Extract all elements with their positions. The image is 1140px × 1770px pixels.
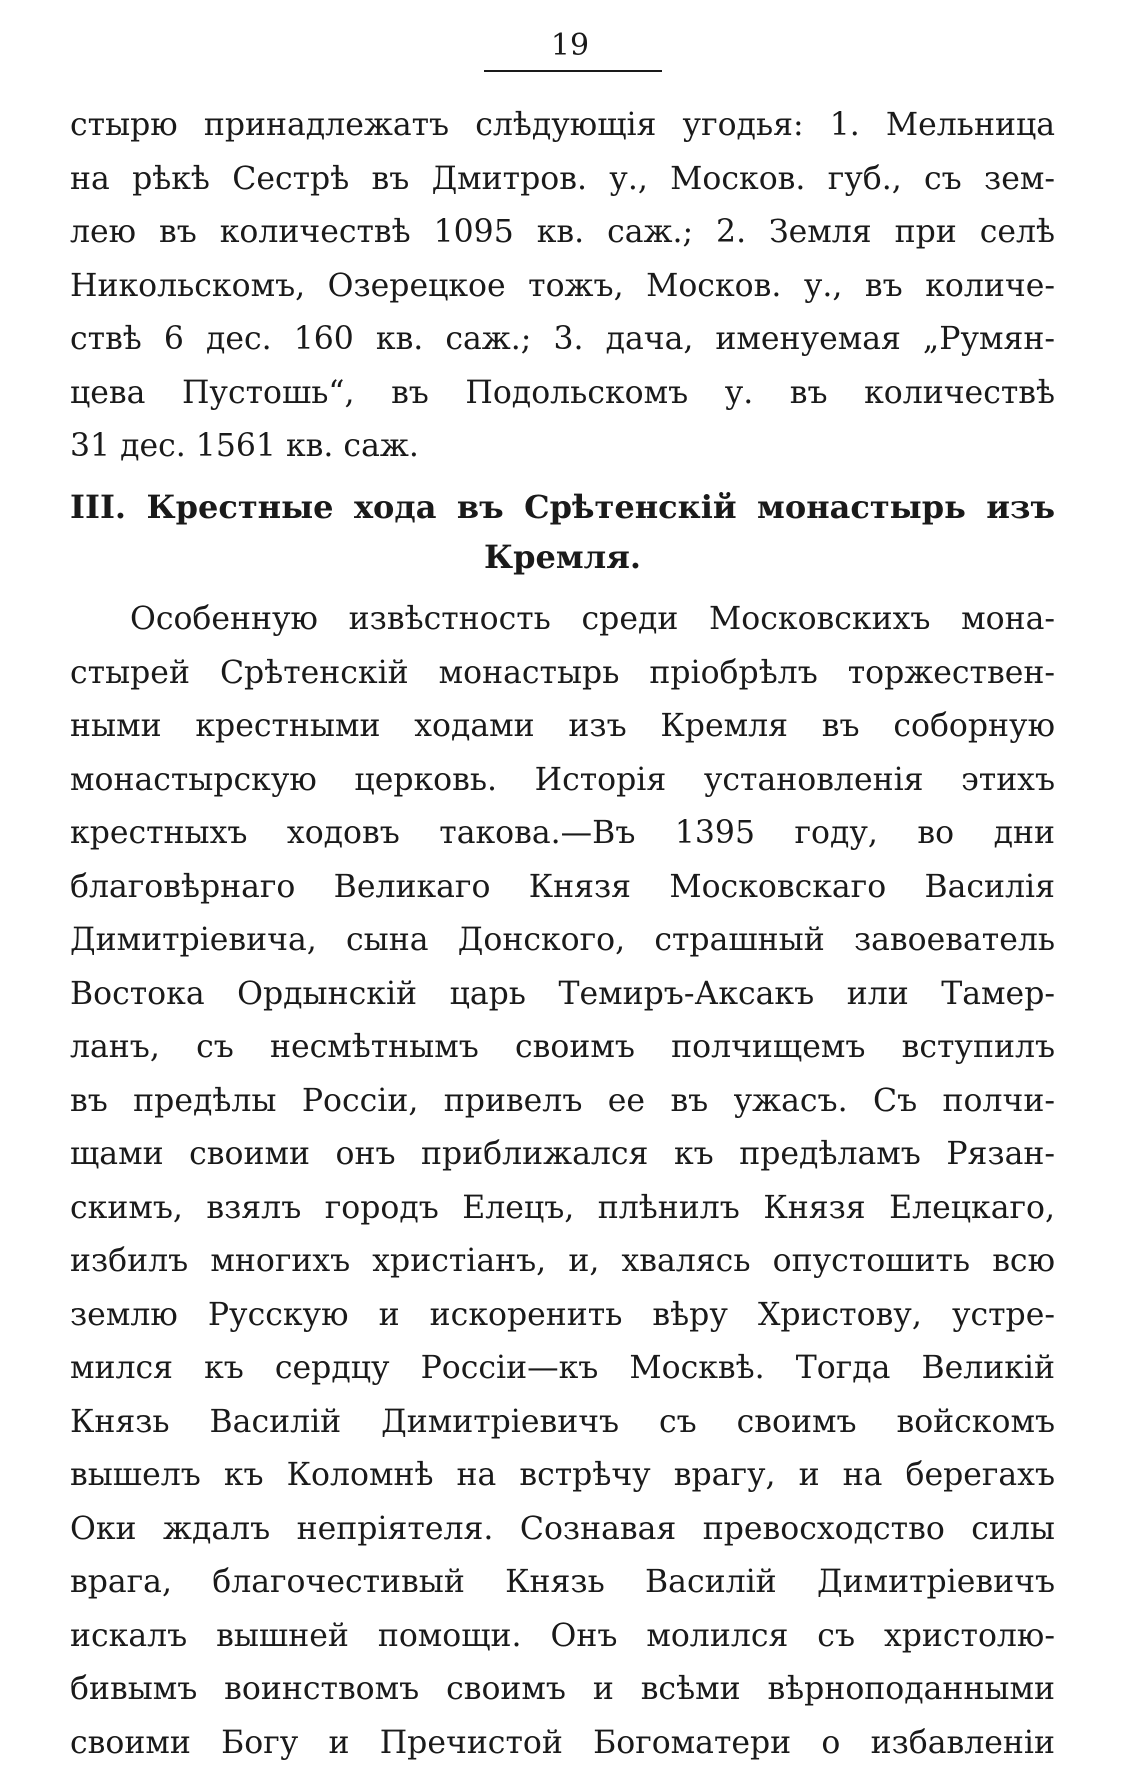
text-line: крестныхъ ходовъ такова.—Въ 1395 году, во дни xyxy=(70,807,1055,861)
text-line: Востока Ордынскій царь Темиръ-Аксакъ или Тамер- xyxy=(70,968,1055,1022)
text-line: монастырскую церковь. Исторія установленія этихъ xyxy=(70,754,1055,808)
text-line: бивымъ воинствомъ своимъ и всѣми вѣрноподанными xyxy=(70,1663,1055,1717)
text-line: Димитріевича, сына Донского, страшный завоеватель xyxy=(70,914,1055,968)
text-line: стырей Срѣтенскій монастырь пріобрѣлъ торжествен- xyxy=(70,647,1055,701)
text-line: ствѣ 6 дес. 160 кв. саж.; 3. дача, именуемая „Румян- xyxy=(70,313,1055,367)
text-line: цева Пустошь“, въ Подольскомъ у. въ количествѣ xyxy=(70,367,1055,421)
text-line: ланъ, съ несмѣтнымъ своимъ полчищемъ вступилъ xyxy=(70,1021,1055,1075)
text-line: лею въ количествѣ 1095 кв. саж.; 2. Земля при селѣ xyxy=(70,206,1055,260)
text-line: мился къ сердцу Россіи—къ Москвѣ. Тогда Великій xyxy=(70,1342,1055,1396)
text-line: вышелъ къ Коломнѣ на встрѣчу врагу, и на берегахъ xyxy=(70,1449,1055,1503)
text-line: врага, благочестивый Князь Василій Димитріевичъ xyxy=(70,1556,1055,1610)
section-heading-line-2: Кремля. xyxy=(70,532,1055,582)
text-line: Оки ждалъ непріятеля. Сознавая превосходство силы xyxy=(70,1503,1055,1557)
text-line: избилъ многихъ христіанъ, и, хвалясь опустошить всю xyxy=(70,1235,1055,1289)
text-line: Князь Василій Димитріевичъ съ своимъ войскомъ xyxy=(70,1396,1055,1450)
text-line: землю Русскую и искоренить вѣру Христову, устре- xyxy=(70,1289,1055,1343)
text-line: Никольскомъ, Озерецкое тожъ, Москов. у., въ количе- xyxy=(70,260,1055,314)
text-line: своими Богу и Пречистой Богоматери о избавленіи xyxy=(70,1717,1055,1770)
body-paragraph xyxy=(70,593,1055,1770)
section-heading xyxy=(70,482,1055,582)
text-line: стырю принадлежатъ слѣдующія угодья: 1. Мельница xyxy=(70,99,1055,153)
text-line: Особенную извѣстность среди Московскихъ мона- xyxy=(70,593,1055,647)
text-line: ными крестными ходами изъ Кремля въ соборную xyxy=(70,700,1055,754)
text-line: на рѣкѣ Сестрѣ въ Дмитров. у., Москов. губ., съ зем- xyxy=(70,153,1055,207)
page-number: 19 xyxy=(0,28,1140,64)
text-line: въ предѣлы Россіи, привелъ ее въ ужасъ. Съ полчи- xyxy=(70,1075,1055,1129)
text-line: 31 дес. 1561 кв. саж. xyxy=(70,420,1055,474)
text-line: благовѣрнаго Великаго Князя Московскаго Василія xyxy=(70,861,1055,915)
text-line: искалъ вышней помощи. Онъ молился съ христолю- xyxy=(70,1610,1055,1664)
section-heading-line-1: III. Крестные хода въ Срѣтенскій монастырь изъ xyxy=(70,482,1055,532)
text-line: щами своими онъ приближался къ предѣламъ Рязан- xyxy=(70,1128,1055,1182)
page-number-rule xyxy=(484,70,662,72)
intro-paragraph xyxy=(70,99,1055,474)
text-line: скимъ, взялъ городъ Елецъ, плѣнилъ Князя Елецкаго, xyxy=(70,1182,1055,1236)
